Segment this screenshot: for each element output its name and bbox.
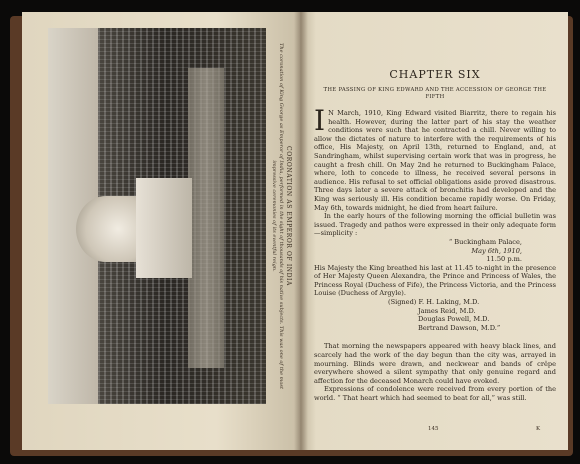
chapter-subtitle: THE PASSING OF KING EDWARD AND THE ACCESSION OF GEORGE THE FIFTH <box>323 87 547 100</box>
book-gutter <box>294 12 308 450</box>
paragraph-1 <box>314 104 556 212</box>
photo-dome <box>76 196 136 262</box>
caption-text: The coronation of King George as Emperor of India, performed in the sight of thousands of his native subjects. This was one of the most impressive ceremonies of its eventful reign. <box>271 43 284 389</box>
signature-2: James Reid, M.D. <box>418 306 476 315</box>
bulletin-body: His Majesty the King breathed his last at 11.45 to-night in the presence of Her Majesty Queen Alexandra, the Prince and Princess of Wales, the Princess Royal (Duchess of Fife), the Princess Victoria, and the Princess Louise (Duchess of Argyle). <box>314 263 556 298</box>
bulletin-place: “ Buckingham Palace, <box>448 237 522 246</box>
photo-ground <box>188 68 224 368</box>
paragraph-2: In the early hours of the following morning the official bulletin was issued. Tragedy and pathos were expressed in their only adequate form—simplicity : <box>314 212 556 238</box>
photo-pavilion <box>136 178 192 278</box>
signature-mark: K <box>536 426 541 432</box>
chapter-title: CHAPTER SIX <box>389 68 481 81</box>
signature-1: (Signed) F. H. Laking, M.D. <box>388 298 480 307</box>
bulletin-time: 11.50 p.m. <box>486 255 522 264</box>
photo-caption <box>270 30 292 402</box>
page-number: 145 <box>428 426 439 432</box>
signature-4: Bertrand Dawson, M.D.” <box>418 323 501 332</box>
drop-cap: I <box>314 104 326 137</box>
signature-3: Douglas Powell, M.D. <box>418 315 490 324</box>
bulletin-date: May 6th, 1910, <box>471 246 522 255</box>
paragraph-1-text: N March, 1910, King Edward visited Biarritz, there to regain his health. However, during the latter part of his stay the weather conditions were such that he contracted a chill. Never willing to allow the dictates of nature to interfere with the requirements of his office, His Majesty, on April 13th, returned to England, and, at Sandringham, whilst supervising certain work that was in progress, he caught a fresh chill. On May 2nd he returned to Buckingham Palace, where, loth to concede to illness, he received several persons in audience. His refusal to set official obligations aside proved disastrous. Three days later a severe attack of bronchitis had developed and the King was seriously ill. His condition became rapidly worse. On Friday, May 6th, towards midnight, he died from heart failure. <box>314 109 556 212</box>
coronation-photo <box>48 28 266 404</box>
paragraph-3: That morning the newspapers appeared with heavy black lines, and scarcely had the work of the day begun than the city was, arrayed in mourning. Blinds were drawn, and neckwear and bands of crêpe everywhere showed a silent sympathy that only genuine regard and affection for the deceased Monarch could have evoked. <box>314 342 556 385</box>
caption-title: CORONATION AS EMPEROR OF INDIA <box>285 146 292 286</box>
chapter-text <box>314 68 556 403</box>
paragraph-4: Expressions of condolence were received from every portion of the world. “ That heart which had seemed to beat for all,” was still. <box>314 385 556 402</box>
